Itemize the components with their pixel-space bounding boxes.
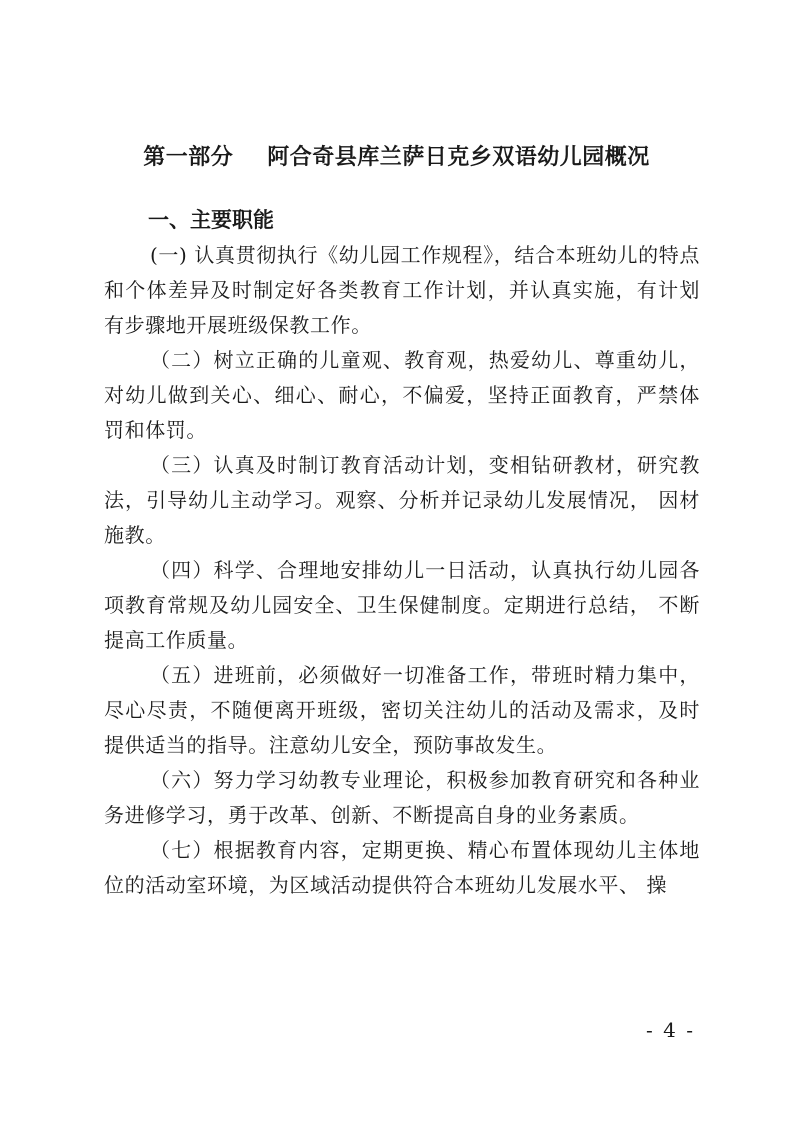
paragraph-1: (一) 认真贯彻执行《幼儿园工作规程》，结合本班幼儿的特点和个体差异及时制定好各类教育工作计划，并认真实施，有计划有步骤地开展班级保教工作。 [104,243,700,337]
paragraph-4: （四）科学、合理地安排幼儿一日活动，认真执行幼儿园各项教育常规及幼儿园安全、卫生保健制度。定期进行总结， 不断提高工作质量。 [104,558,700,652]
paragraph-6: （六）努力学习幼教专业理论，积极参加教育研究和各种业务进修学习，勇于改革、创新、不断提高自身的业务素质。 [104,768,700,827]
title-part-label: 第一部分 [143,145,234,170]
body-text [104,238,700,903]
page-number: - 4 - [646,1018,695,1042]
section-heading: 一、主要职能 [148,208,274,232]
paragraph-5: （五）进班前，必须做好一切准备工作，带班时精力集中，尽心尽责，不随便离开班级，密切关注幼儿的活动及需求，及时提供适当的指导。注意幼儿安全，预防事故发生。 [104,663,700,757]
paragraph-7: （七）根据教育内容，定期更换、精心布置体现幼儿主体地位的活动室环境，为区域活动提供符合本班幼儿发展水平、 操 [104,838,700,897]
paragraph-3: （三）认真及时制订教育活动计划，变相钻研教材，研究教法，引导幼儿主动学习。观察、分析并记录幼儿发展情况， 因材施教。 [104,453,700,547]
page-title [0,140,793,171]
title-main-text: 阿合奇县库兰萨日克乡双语幼儿园概况 [267,145,650,170]
paragraph-2: （二）树立正确的儿童观、教育观，热爱幼儿、尊重幼儿，对幼儿做到关心、细心、耐心，不偏爱，坚持正面教育，严禁体罚和体罚。 [104,348,700,442]
